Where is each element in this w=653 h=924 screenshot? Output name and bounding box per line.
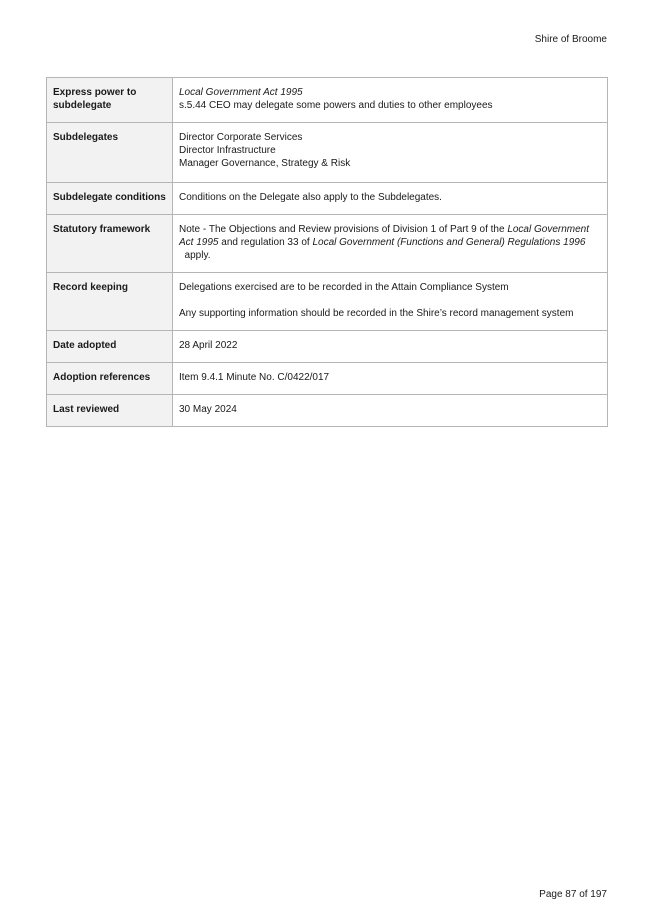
act-title: Local Government Act 1995: [179, 87, 303, 98]
subdelegate-item: Director Corporate Services: [179, 132, 303, 143]
row-value-subdelegate-conditions: Conditions on the Delegate also apply to the Subdelegates.: [173, 183, 608, 215]
statutory-text-3: apply.: [179, 250, 211, 261]
subdelegate-item: Manager Governance, Strategy & Risk: [179, 158, 351, 169]
record-keeping-line-1: Delegations exercised are to be recorded in the Attain Compliance System: [179, 282, 509, 293]
record-keeping-spacer: [179, 294, 601, 307]
subdelegate-item: Director Infrastructure: [179, 145, 276, 156]
row-value-express-power: [173, 78, 608, 123]
table-row-adoption-references: [47, 363, 608, 395]
statutory-act-title: Local Government Act 1995: [179, 224, 590, 248]
row-value-record-keeping: [173, 273, 608, 331]
row-label-record-keeping: Record keeping: [47, 273, 173, 331]
delegation-table: [46, 77, 608, 427]
table-row-date-adopted: [47, 331, 608, 363]
statutory-text-1: Note - The Objections and Review provisions of Division 1 of Part 9 of the: [179, 224, 508, 235]
row-value-subdelegates: [173, 123, 608, 183]
row-label-statutory-framework: Statutory framework: [47, 215, 173, 273]
row-value-statutory-framework: [173, 215, 608, 273]
table-row-statutory-framework: [47, 215, 608, 273]
table-row-record-keeping: [47, 273, 608, 331]
row-value-adoption-references: Item 9.4.1 Minute No. C/0422/017: [173, 363, 608, 395]
statutory-text-2: and regulation 33 of: [218, 237, 313, 248]
table-row-subdelegates: [47, 123, 608, 183]
table-row-subdelegate-conditions: [47, 183, 608, 215]
record-keeping-line-2: Any supporting information should be recorded in the Shire’s record management system: [179, 308, 574, 319]
row-label-subdelegates: Subdelegates: [47, 123, 173, 183]
row-label-last-reviewed: Last reviewed: [47, 395, 173, 427]
table-row-last-reviewed: [47, 395, 608, 427]
header-organisation: Shire of Broome: [534, 34, 607, 45]
statutory-regulations-title: Local Government (Functions and General) Regulations 1996: [312, 237, 586, 248]
row-value-last-reviewed: 30 May 2024: [173, 395, 608, 427]
row-label-adoption-references: Adoption references: [47, 363, 173, 395]
row-value-date-adopted: 28 April 2022: [173, 331, 608, 363]
row-label-subdelegate-conditions: Subdelegate conditions: [47, 183, 173, 215]
row-label-express-power: Express power to subdelegate: [47, 78, 173, 123]
row-label-date-adopted: Date adopted: [47, 331, 173, 363]
express-power-text: s.5.44 CEO may delegate some powers and duties to other employees: [179, 100, 493, 111]
page-number: Page 87 of 197: [539, 889, 607, 900]
table-row-express-power: [47, 78, 608, 123]
